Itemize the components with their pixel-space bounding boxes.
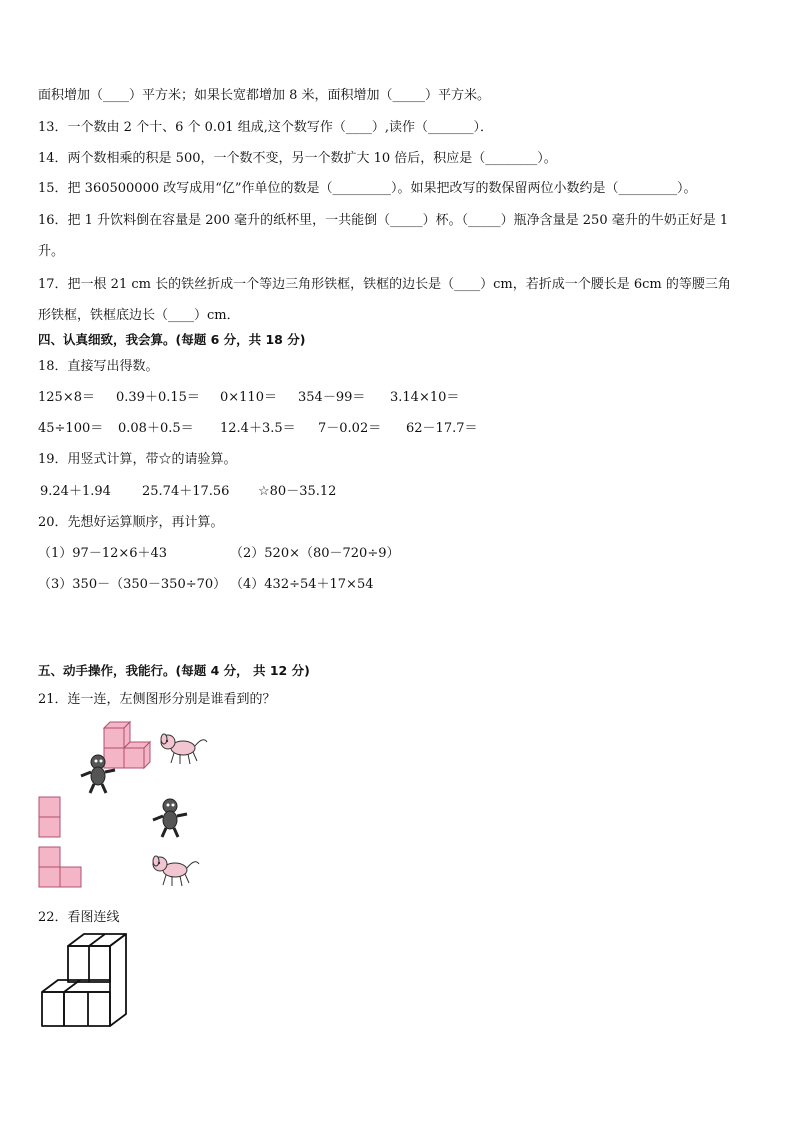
cube-outline-figure [38, 932, 132, 1028]
monkey-icon [150, 796, 190, 838]
question-14: 14．两个数相乘的积是 500，一个数不变，另一个数扩大 10 倍后，积应是（________）。 [38, 151, 557, 166]
q18-item: 12.4＋3.5＝ [220, 421, 296, 436]
question-20: 20．先想好运算顺序，再计算。 [38, 515, 224, 530]
question-16-line2: 升。 [38, 244, 65, 259]
q18-item: 0.39＋0.15＝ [116, 390, 200, 405]
q18-item: 0×110＝ [220, 390, 277, 405]
q18-item: 45÷100＝ [38, 421, 104, 436]
question-13: 13．一个数由 2 个十、6 个 0.01 组成,这个数写作（____）,读作（_______）． [38, 120, 493, 135]
q18-item: 0.08＋0.5＝ [118, 421, 194, 436]
view-figure-vertical [38, 796, 62, 840]
q20-item: （4）432÷54＋17×54 [230, 577, 374, 592]
dog-icon [150, 852, 200, 890]
q20-item: （2）520×（80－720÷9） [230, 546, 400, 561]
question-16-line1: 16．把 1 升饮料倒在容量是 200 毫升的纸杯里，一共能倒（_____）杯。（_____）瓶净含量是 250 毫升的牛奶正好是 1 [38, 213, 729, 228]
q19-item: ☆80－35.12 [258, 484, 337, 499]
question-17-line2: 形铁框，铁框底边长（____）cm． [38, 308, 240, 323]
question-18: 18．直接写出得数。 [38, 359, 159, 374]
q12-continuation: 面积增加（____）平方米；如果长宽都增加 8 米，面积增加（_____）平方米。 [38, 88, 491, 103]
section-4-heading: 四、认真细致，我会算。(每题 6 分，共 18 分) [38, 332, 306, 347]
q18-item: 354－99＝ [298, 390, 366, 405]
question-22: 22．看图连线 [38, 910, 120, 925]
q18-item: 3.14×10＝ [390, 390, 460, 405]
q19-item: 25.74＋17.56 [142, 484, 230, 499]
view-figure-l-shape [38, 846, 84, 890]
question-21: 21．连一连，左侧图形分别是谁看到的？ [38, 692, 276, 707]
q18-item: 62－17.7＝ [406, 421, 478, 436]
q19-item: 9.24＋1.94 [40, 484, 111, 499]
q18-item: 7－0.02＝ [318, 421, 382, 436]
q18-item: 125×8＝ [38, 390, 95, 405]
question-19: 19．用竖式计算，带☆的请验算。 [38, 452, 237, 467]
q20-item: （1）97－12×6＋43 [38, 546, 168, 561]
section-5-heading: 五、动手操作，我能行。(每题 4 分， 共 12 分) [38, 663, 310, 678]
monkey-icon [78, 752, 118, 794]
question-15: 15．把 360500000 改写成用“亿”作单位的数是（_________）。如果把改写的数保留两位小数约是（_________）。 [38, 181, 697, 196]
dog-icon [158, 730, 208, 768]
question-17-line1: 17．把一根 21 cm 长的铁丝折成一个等边三角形铁框，铁框的边长是（____）cm，若折成一个腰长是 6cm 的等腰三角 [38, 277, 731, 292]
q20-item: （3）350－（350－350÷70） [38, 577, 227, 592]
